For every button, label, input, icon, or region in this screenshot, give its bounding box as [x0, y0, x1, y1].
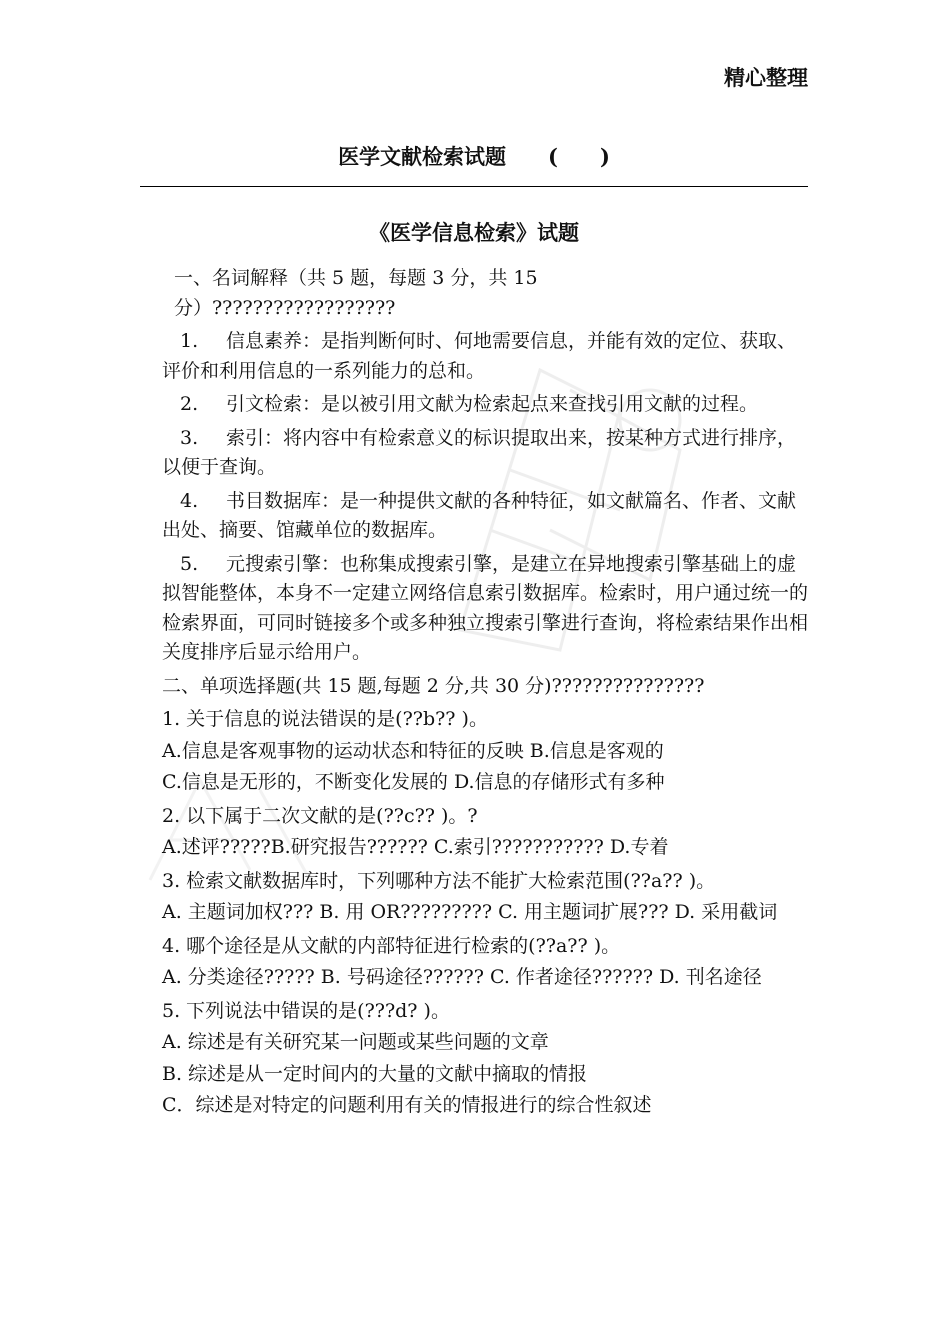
definition-item [162, 424, 810, 483]
question-5-stem: 5. 下列说法中错误的是(???d? )。 [162, 999, 450, 1022]
question-5-option-b: B. 综述是从一定时间内的大量的文献中摘取的情报 [162, 1062, 588, 1085]
corner-label: 精心整理 [724, 65, 808, 90]
definition-text: 引文检索：是以被引用文献为检索起点来查找引用文献的过程。 [226, 393, 759, 415]
definition-item [162, 390, 810, 420]
definition-number: 5. [180, 552, 199, 575]
question-1-stem: 1. 关于信息的说法错误的是(??b?? )。 [162, 708, 488, 730]
question-4-stem: 4. 哪个途径是从文献的内部特征进行检索的(??a?? )。 [162, 934, 621, 957]
document-title: 医学文献检索试题 ( ) [338, 144, 610, 169]
question-2-options: A.述评?????B.研究报告?????? C.索引??????????? D.专着 [162, 836, 669, 858]
section-2-heading: 二、单项选择题(共 15 题,每题 2 分,共 30 分)??????????????? [162, 674, 705, 697]
definition-number: 2. [180, 393, 199, 415]
question-3-options: A. 主题词加权??? B. 用 OR????????? C. 用主题词扩展??? D. 采用截词 [162, 901, 778, 923]
question-4-options: A. 分类途径????? B. 号码途径?????? C. 作者途径?????? D. 刊名途径 [162, 966, 762, 988]
definition-item [162, 487, 810, 546]
question-5-option-c: C．综述是对特定的问题利用有关的情报进行的综合性叙述 [162, 1094, 652, 1116]
question-3-stem: 3. 检索文献数据库时，下列哪种方法不能扩大检索范围(??a?? )。 [162, 869, 716, 892]
definition-number: 3. [180, 426, 199, 449]
definition-text: 书目数据库：是一种提供文献的各种特征，如文献篇名、作者、文献出处、摘要、馆藏单位的数据库。 [162, 489, 797, 541]
definition-text: 索引：将内容中有检索意义的标识提取出来，按某种方式进行排序，以便于查询。 [162, 426, 797, 478]
question-5-option-a: A. 综述是有关研究某一问题或某些问题的文章 [162, 1031, 549, 1053]
question-2-stem: 2. 以下属于二次文献的是(??c?? )。? [162, 804, 478, 827]
definition-number: 4. [180, 489, 199, 512]
definitions-list [162, 327, 810, 668]
document-body [162, 264, 810, 1121]
definition-number: 1. [180, 330, 199, 352]
question-1-options-c-d: C.信息是无形的，不断变化发展的 D.信息的存储形式有多种 [162, 771, 665, 793]
definition-text: 信息素养：是指判断何时、何地需要信息，并能有效的定位、获取、评价和利用信息的一系列能力的总和。 [162, 330, 797, 382]
document-subtitle: 《医学信息检索》试题 [369, 220, 579, 245]
title-divider [140, 186, 808, 187]
definition-text: 元搜索引擎：也称集成搜索引擎，是建立在异地搜索引擎基础上的虚拟智能整体，本身不一定建立网络信息索引数据库。检索时，用户通过统一的检索界面，可同时链接多个或多种独立搜索引擎进行查询，将检索结果作出相关度排序后显示给用户。 [162, 552, 809, 663]
definition-item [162, 550, 810, 668]
section-1-heading: 一、名词解释（共 5 题，每题 3 分，共 15 分）?????????????????? [174, 267, 538, 319]
definition-item [162, 327, 810, 386]
question-1-options-a-b: A.信息是客观事物的运动状态和特征的反映 B.信息是客观的 [162, 739, 664, 762]
